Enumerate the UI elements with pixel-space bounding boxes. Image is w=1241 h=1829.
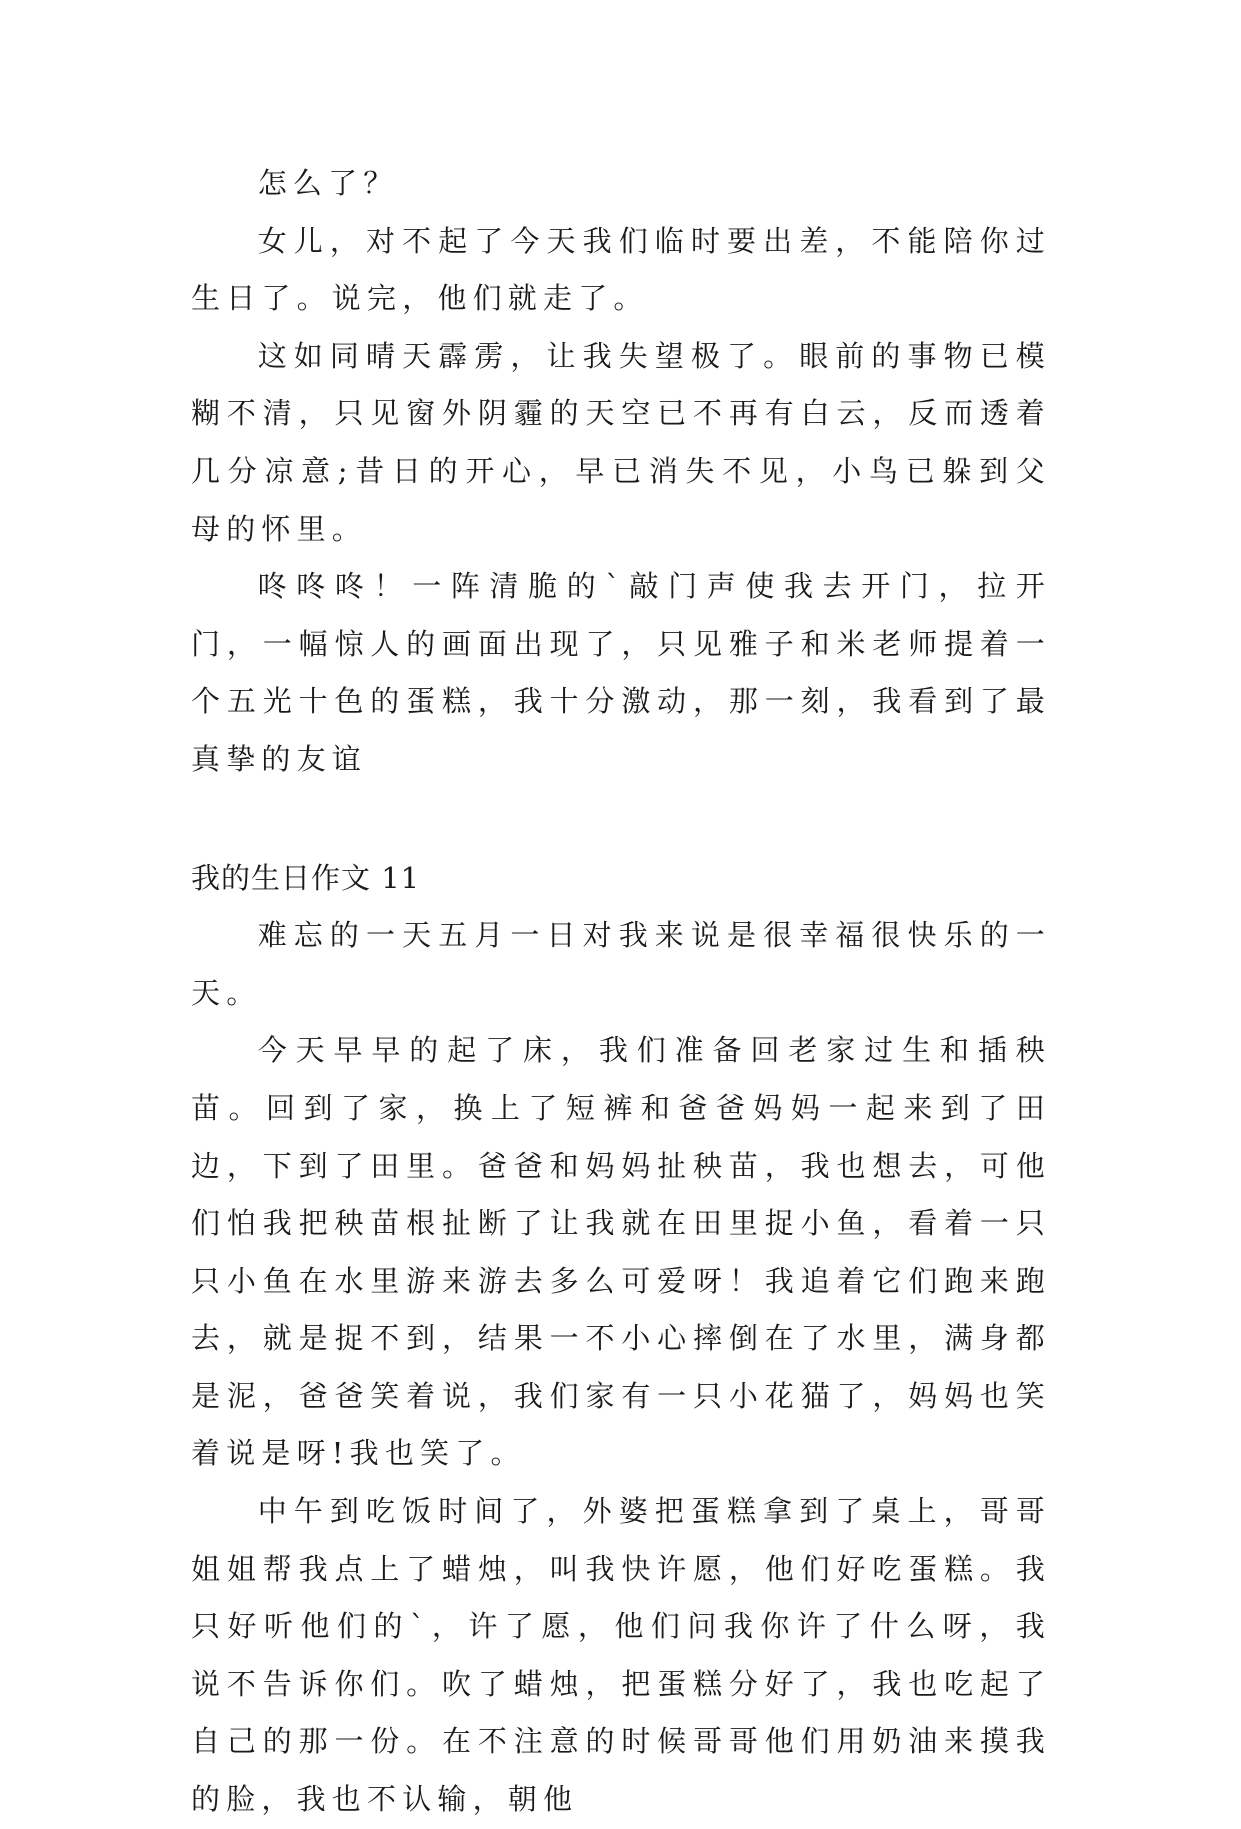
paragraph: 咚咚咚！一阵清脆的`敲门声使我去开门，拉开门，一幅惊人的画面出现了，只见雅子和米老师提着一个五光十色的蛋糕，我十分激动，那一刻，我看到了最真挚的友谊 [191, 569, 1051, 776]
paragraph: 难忘的一天五月一日对我来说是很幸福很快乐的一天。 [191, 918, 1051, 1010]
paragraph: 这如同晴天霹雳，让我失望极了。眼前的事物已模糊不清，只见窗外阴霾的天空已不再有白云，反而透着几分凉意;昔日的开心，早已消失不见，小鸟已躲到父母的怀里。 [191, 338, 1051, 546]
document-body [191, 155, 1051, 1829]
paragraph: 今天早早的起了床，我们准备回老家过生和插秧苗。回到了家，换上了短裤和爸爸妈妈一起来到了田边，下到了田里。爸爸和妈妈扯秧苗，我也想去，可他们怕我把秧苗根扯断了让我就在田里捉小鱼，看着一只只小鱼在水里游来游去多么可爱呀！我追着它们跑来跑去，就是捉不到，结果一不小心摔倒在了水里，满身都是泥，爸爸笑着说，我们家有一只小花猫了，妈妈也笑着说是呀!我也笑了。 [191, 1033, 1051, 1471]
paragraph: 中午到吃饭时间了，外婆把蛋糕拿到了桌上，哥哥姐姐帮我点上了蜡烛，叫我快许愿，他们好吃蛋糕。我只好听他们的`，许了愿，他们问我你许了什么呀，我说不告诉你们。吹了蜡烛，把蛋糕分好了，我也吃起了自己的那一份。在不注意的时候哥哥他们用奶油来摸我的脸，我也不认输，朝他 [191, 1494, 1051, 1817]
paragraph: 女儿，对不起了今天我们临时要出差，不能陪你过生日了。说完，他们就走了。 [191, 223, 1051, 316]
paragraph: 怎么了？ [257, 166, 399, 200]
section-title: 我的生日作文 11 [191, 860, 421, 895]
